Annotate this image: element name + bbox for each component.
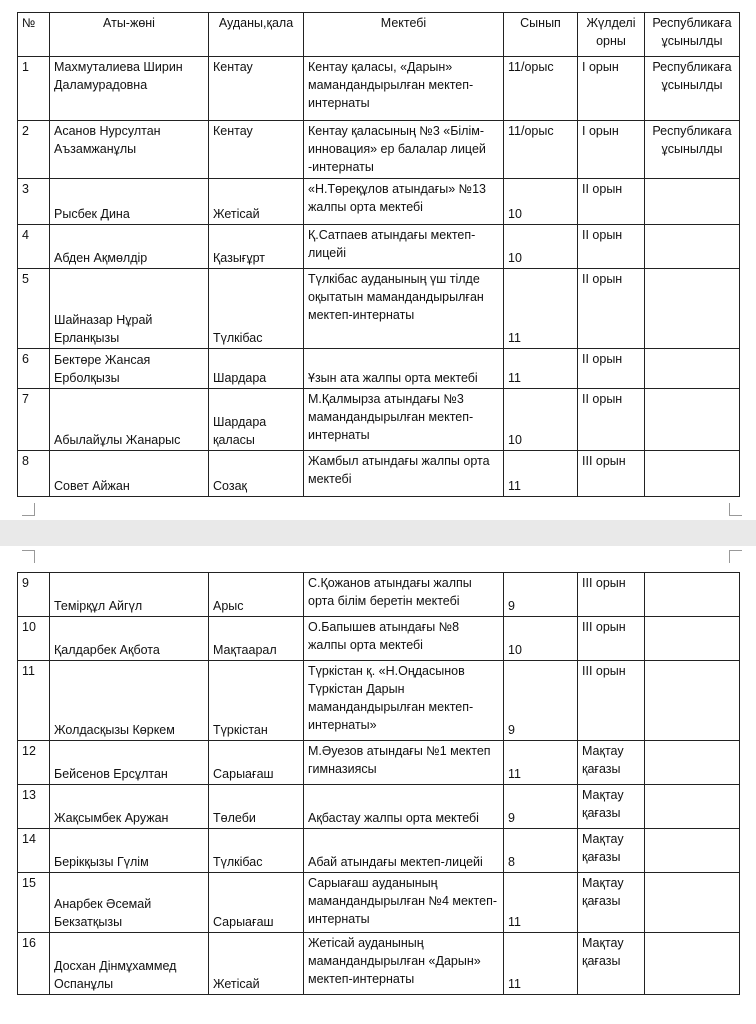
cell-school: М.Қалмырза атындағы №3 мамандандырылған мектеп-интернаты [304, 389, 504, 451]
cell-place: ІІІ орын [578, 451, 645, 497]
cell-name: Рысбек Дина [50, 179, 209, 225]
cell-district: Түлкібас [209, 269, 304, 349]
cell-district: Жетісай [209, 933, 304, 995]
cell-num: 13 [18, 785, 50, 829]
cell-grade: 11/орыс [504, 57, 578, 121]
cell-district: Сарыағаш [209, 873, 304, 933]
header-republic: Республикаға ұсынылды [645, 13, 740, 57]
header-school: Мектебі [304, 13, 504, 57]
cell-num: 6 [18, 349, 50, 389]
cell-school: Түлкібас ауданының үш тілде оқытатын мамандандырылған мектеп-интернаты [304, 269, 504, 349]
header-grade: Сынып [504, 13, 578, 57]
cell-num: 1 [18, 57, 50, 121]
cell-grade: 11 [504, 269, 578, 349]
cell-district: Кентау [209, 57, 304, 121]
page-corner-mark [729, 550, 742, 563]
cell-school: Түркістан қ. «Н.Оңдасынов Түркістан Дарын мамандандырылған мектеп-интернаты» [304, 661, 504, 741]
cell-place: Мақтау қағазы [578, 933, 645, 995]
table-row [18, 873, 740, 933]
cell-district: Сарыағаш [209, 741, 304, 785]
cell-grade: 10 [504, 617, 578, 661]
table-row [18, 269, 740, 349]
table-row [18, 389, 740, 451]
cell-num: 16 [18, 933, 50, 995]
cell-republic: Республикаға ұсынылды [645, 121, 740, 179]
table-row [18, 661, 740, 741]
cell-republic [645, 389, 740, 451]
cell-num: 3 [18, 179, 50, 225]
cell-school: «Н.Төреқұлов атындағы» №13 жалпы орта мектебі [304, 179, 504, 225]
cell-school: О.Бапышев атындағы №8 жалпы орта мектебі [304, 617, 504, 661]
cell-school: Ұзын ата жалпы орта мектебі [304, 349, 504, 389]
cell-grade: 11 [504, 933, 578, 995]
cell-name: Шайназар Нұрай Ерланқызы [50, 269, 209, 349]
cell-grade: 11 [504, 873, 578, 933]
cell-place: ІІІ орын [578, 573, 645, 617]
cell-name: Берікқызы Гүлім [50, 829, 209, 873]
cell-place: ІІ орын [578, 349, 645, 389]
table-row [18, 451, 740, 497]
cell-num: 14 [18, 829, 50, 873]
cell-place: І орын [578, 121, 645, 179]
cell-num: 8 [18, 451, 50, 497]
cell-place: Мақтау қағазы [578, 785, 645, 829]
table-row [18, 617, 740, 661]
cell-republic [645, 225, 740, 269]
cell-place: ІІІ орын [578, 661, 645, 741]
cell-name: Асанов Нурсултан Аъзамжанұлы [50, 121, 209, 179]
cell-school: Кентау қаласының №3 «Білім-инновация» ер балалар лицей -интернаты [304, 121, 504, 179]
cell-place: ІІ орын [578, 179, 645, 225]
cell-school: Жетісай ауданының мамандандырылған «Дарын» мектеп-интернаты [304, 933, 504, 995]
cell-place: ІІІ орын [578, 617, 645, 661]
cell-num: 5 [18, 269, 50, 349]
cell-num: 10 [18, 617, 50, 661]
cell-school: Сарыағаш ауданының мамандандырылған №4 мектеп-интернаты [304, 873, 504, 933]
cell-district: Жетісай [209, 179, 304, 225]
cell-name: Бейсенов Ерсұлтан [50, 741, 209, 785]
cell-name: Жақсымбек Аружан [50, 785, 209, 829]
table-row [18, 829, 740, 873]
cell-grade: 10 [504, 179, 578, 225]
page-corner-mark [22, 503, 35, 516]
cell-name: Жолдасқызы Көркем [50, 661, 209, 741]
cell-grade: 8 [504, 829, 578, 873]
cell-republic [645, 661, 740, 741]
cell-name: Махмуталиева Ширин Даламурадовна [50, 57, 209, 121]
cell-district: Түркістан [209, 661, 304, 741]
table-row [18, 349, 740, 389]
cell-grade: 11/орыс [504, 121, 578, 179]
cell-grade: 11 [504, 741, 578, 785]
cell-republic [645, 269, 740, 349]
table-row [18, 57, 740, 121]
cell-district: Төлеби [209, 785, 304, 829]
cell-school: М.Әуезов атындағы №1 мектеп гимназиясы [304, 741, 504, 785]
cell-place: ІІ орын [578, 225, 645, 269]
cell-place: ІІ орын [578, 269, 645, 349]
cell-num: 7 [18, 389, 50, 451]
results-table-page-2 [17, 572, 740, 995]
cell-republic [645, 179, 740, 225]
results-table-page-1 [17, 12, 740, 497]
cell-grade: 11 [504, 349, 578, 389]
cell-district: Түлкібас [209, 829, 304, 873]
cell-num: 12 [18, 741, 50, 785]
cell-district: Шардара [209, 349, 304, 389]
cell-republic [645, 617, 740, 661]
cell-school: Абай атындағы мектеп-лицейі [304, 829, 504, 873]
cell-republic [645, 933, 740, 995]
cell-name: Абден Ақмөлдір [50, 225, 209, 269]
table-header-row [18, 13, 740, 57]
cell-grade: 9 [504, 573, 578, 617]
cell-district: Шардара қаласы [209, 389, 304, 451]
cell-num: 4 [18, 225, 50, 269]
table-row [18, 573, 740, 617]
header-place: Жүлделі орны [578, 13, 645, 57]
cell-place: Мақтау қағазы [578, 829, 645, 873]
cell-grade: 10 [504, 225, 578, 269]
cell-republic [645, 451, 740, 497]
page-corner-mark [729, 503, 742, 516]
cell-grade: 9 [504, 785, 578, 829]
table-row [18, 933, 740, 995]
cell-district: Қазығұрт [209, 225, 304, 269]
cell-name: Темірқұл Айгүл [50, 573, 209, 617]
cell-district: Кентау [209, 121, 304, 179]
cell-name: Қалдарбек Ақбота [50, 617, 209, 661]
cell-grade: 11 [504, 451, 578, 497]
page-corner-mark [22, 550, 35, 563]
cell-place: І орын [578, 57, 645, 121]
cell-school: Жамбыл атындағы жалпы орта мектебі [304, 451, 504, 497]
cell-num: 2 [18, 121, 50, 179]
cell-name: Бектөре Жансая Ерболқызы [50, 349, 209, 389]
header-num: № [18, 13, 50, 57]
table-row [18, 741, 740, 785]
table-row [18, 179, 740, 225]
cell-school: Қ.Сатпаев атындағы мектеп-лицейі [304, 225, 504, 269]
cell-republic [645, 573, 740, 617]
cell-republic [645, 349, 740, 389]
cell-place: Мақтау қағазы [578, 741, 645, 785]
cell-republic [645, 829, 740, 873]
cell-name: Анарбек Әсемай Бекзатқызы [50, 873, 209, 933]
cell-place: Мақтау қағазы [578, 873, 645, 933]
cell-district: Созақ [209, 451, 304, 497]
cell-grade: 9 [504, 661, 578, 741]
cell-place: ІІ орын [578, 389, 645, 451]
cell-num: 9 [18, 573, 50, 617]
cell-num: 11 [18, 661, 50, 741]
cell-republic [645, 873, 740, 933]
cell-name: Абылайұлы Жанарыс [50, 389, 209, 451]
cell-school: С.Қожанов атындағы жалпы орта білім беретін мектебі [304, 573, 504, 617]
cell-republic: Республикаға ұсынылды [645, 57, 740, 121]
cell-school: Ақбастау жалпы орта мектебі [304, 785, 504, 829]
cell-district: Мақтаарал [209, 617, 304, 661]
cell-district: Арыс [209, 573, 304, 617]
cell-grade: 10 [504, 389, 578, 451]
header-district: Ауданы,қала [209, 13, 304, 57]
table-row [18, 225, 740, 269]
header-name: Аты-жөні [50, 13, 209, 57]
cell-republic [645, 785, 740, 829]
cell-republic [645, 741, 740, 785]
cell-num: 15 [18, 873, 50, 933]
table-row [18, 785, 740, 829]
table-row [18, 121, 740, 179]
cell-name: Совет Айжан [50, 451, 209, 497]
document-page-2 [0, 546, 756, 1024]
cell-school: Кентау қаласы, «Дарын» мамандандырылған мектеп-интернаты [304, 57, 504, 121]
cell-name: Досхан Дінмұхаммед Оспанұлы [50, 933, 209, 995]
